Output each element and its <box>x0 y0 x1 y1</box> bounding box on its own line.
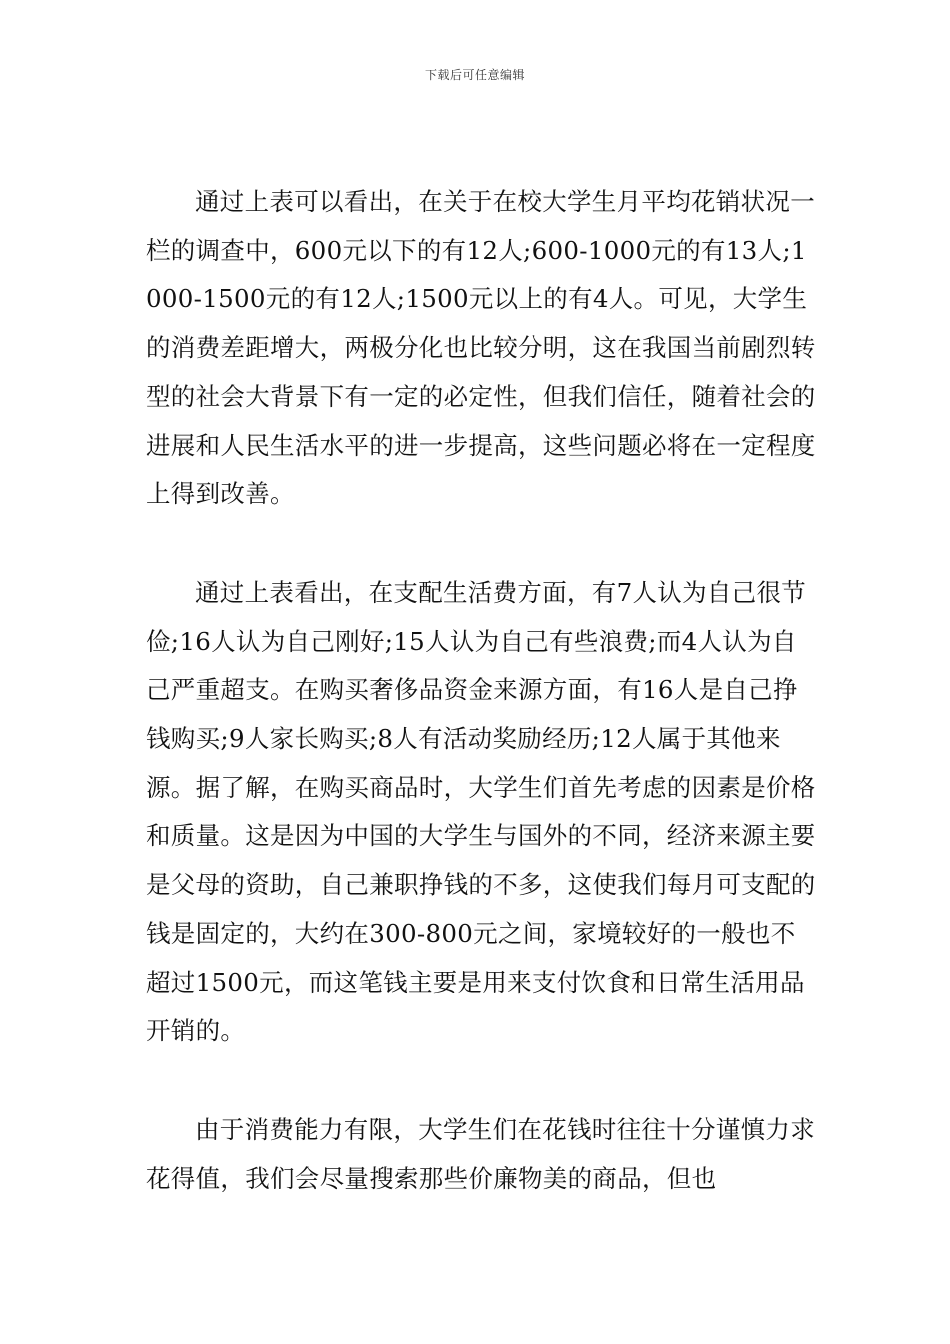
page-header-note: 下载后可任意编辑 <box>424 68 525 82</box>
paragraph-living-expenses: 通过上表看出，在支配生活费方面，有7人认为自己很节俭;16人认为自己刚好;15人认为自己有些浪费;而4人认为自己严重超支。在购买奢侈品资金来源方面，有16人是自己挣钱购买;9人家长购买;8人有活动奖励经历;12人属于其他来源。据了解，在购买商品时，大学生们首先考虑的因素是价格和质量。这是因为中国的大学生与国外的不同，经济来源主要是父母的资助，自己兼职挣钱的不多，这使我们每月可支配的钱是固定的，大约在300-800元之间，家境较好的一般也不超过1500元，而这笔钱主要是用来支付饮食和日常生活用品开销的。 <box>146 577 816 1046</box>
document-body <box>146 178 816 1203</box>
paragraph-monthly-spending: 通过上表可以看出，在关于在校大学生月平均花销状况一栏的调查中，600元以下的有12人;600-1000元的有13人;1000-1500元的有12人;1500元以上的有4人。可见，大学生的消费差距增大，两极分化也比较分明，这在我国当前剧烈转型的社会大背景下有一定的必定性，但我们信任，随着社会的进展和人民生活水平的进一步提高，这些问题必将在一定程度上得到改善。 <box>146 187 816 509</box>
paragraph-limited-spending-power: 由于消费能力有限，大学生们在花钱时往往十分谨慎力求花得值，我们会尽量搜索那些价廉物美的商品，但也 <box>146 1114 815 1193</box>
